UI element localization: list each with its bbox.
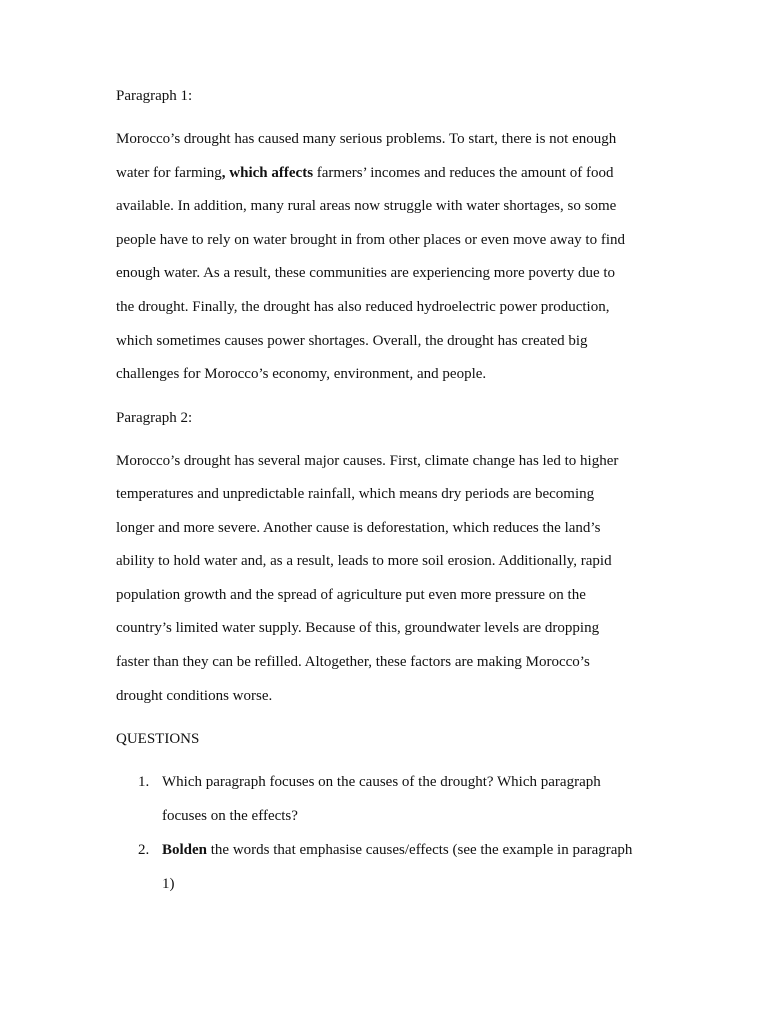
paragraph-2-line: Morocco’s drought has several major causes. First, climate change has led to higher [116,453,619,469]
paragraph-1-heading: Paragraph 1: [116,88,193,104]
paragraph-2-line: ability to hold water and, as a result, leads to more soil erosion. Additionally, rapid [116,553,612,569]
paragraph-2-line: population growth and the spread of agriculture put even more pressure on the [116,587,586,603]
question-text: Which paragraph focuses on the causes of the drought? Which paragraph [162,774,601,790]
paragraph-1-line: available. In addition, many rural areas now struggle with water shortages, so some [116,198,617,214]
plain-text: water for farming [116,165,222,181]
question-text: 1) [162,876,175,892]
question-number: 1. [138,774,150,790]
plain-text: the words that emphasise causes/effects (see the example in paragraph [207,842,633,858]
question-number: 2. [138,842,150,858]
paragraph-1-line: people have to rely on water brought in from other places or even move away to find [116,232,625,248]
questions-heading: QUESTIONS [116,731,200,747]
paragraph-1-line: challenges for Morocco’s economy, environment, and people. [116,366,487,382]
paragraph-2-line: temperatures and unpredictable rainfall, which means dry periods are becoming [116,486,595,502]
paragraph-2-line: country’s limited water supply. Because of this, groundwater levels are dropping [116,620,600,636]
paragraph-2-line: longer and more severe. Another cause is deforestation, which reduces the land’s [116,520,601,536]
paragraph-1-line: enough water. As a result, these communities are experiencing more poverty due to [116,265,616,281]
paragraph-1-line: which sometimes causes power shortages. Overall, the drought has created big [116,333,588,349]
paragraph-2-heading: Paragraph 2: [116,410,193,426]
bold-emphasis: Bolden [162,842,208,858]
plain-text: farmers’ incomes and reduces the amount of food [313,165,614,181]
paragraph-1-line: the drought. Finally, the drought has also reduced hydroelectric power production, [116,299,610,315]
paragraph-2-line: faster than they can be refilled. Altogether, these factors are making Morocco’s [116,654,590,670]
paragraph-1-line: Morocco’s drought has caused many serious problems. To start, there is not enough [116,131,617,147]
paragraph-2-line: drought conditions worse. [116,688,273,704]
question-text: focuses on the effects? [162,808,298,824]
bold-emphasis: , which affects [221,165,314,181]
paragraph-1-line [116,163,613,183]
question-text [162,840,632,860]
